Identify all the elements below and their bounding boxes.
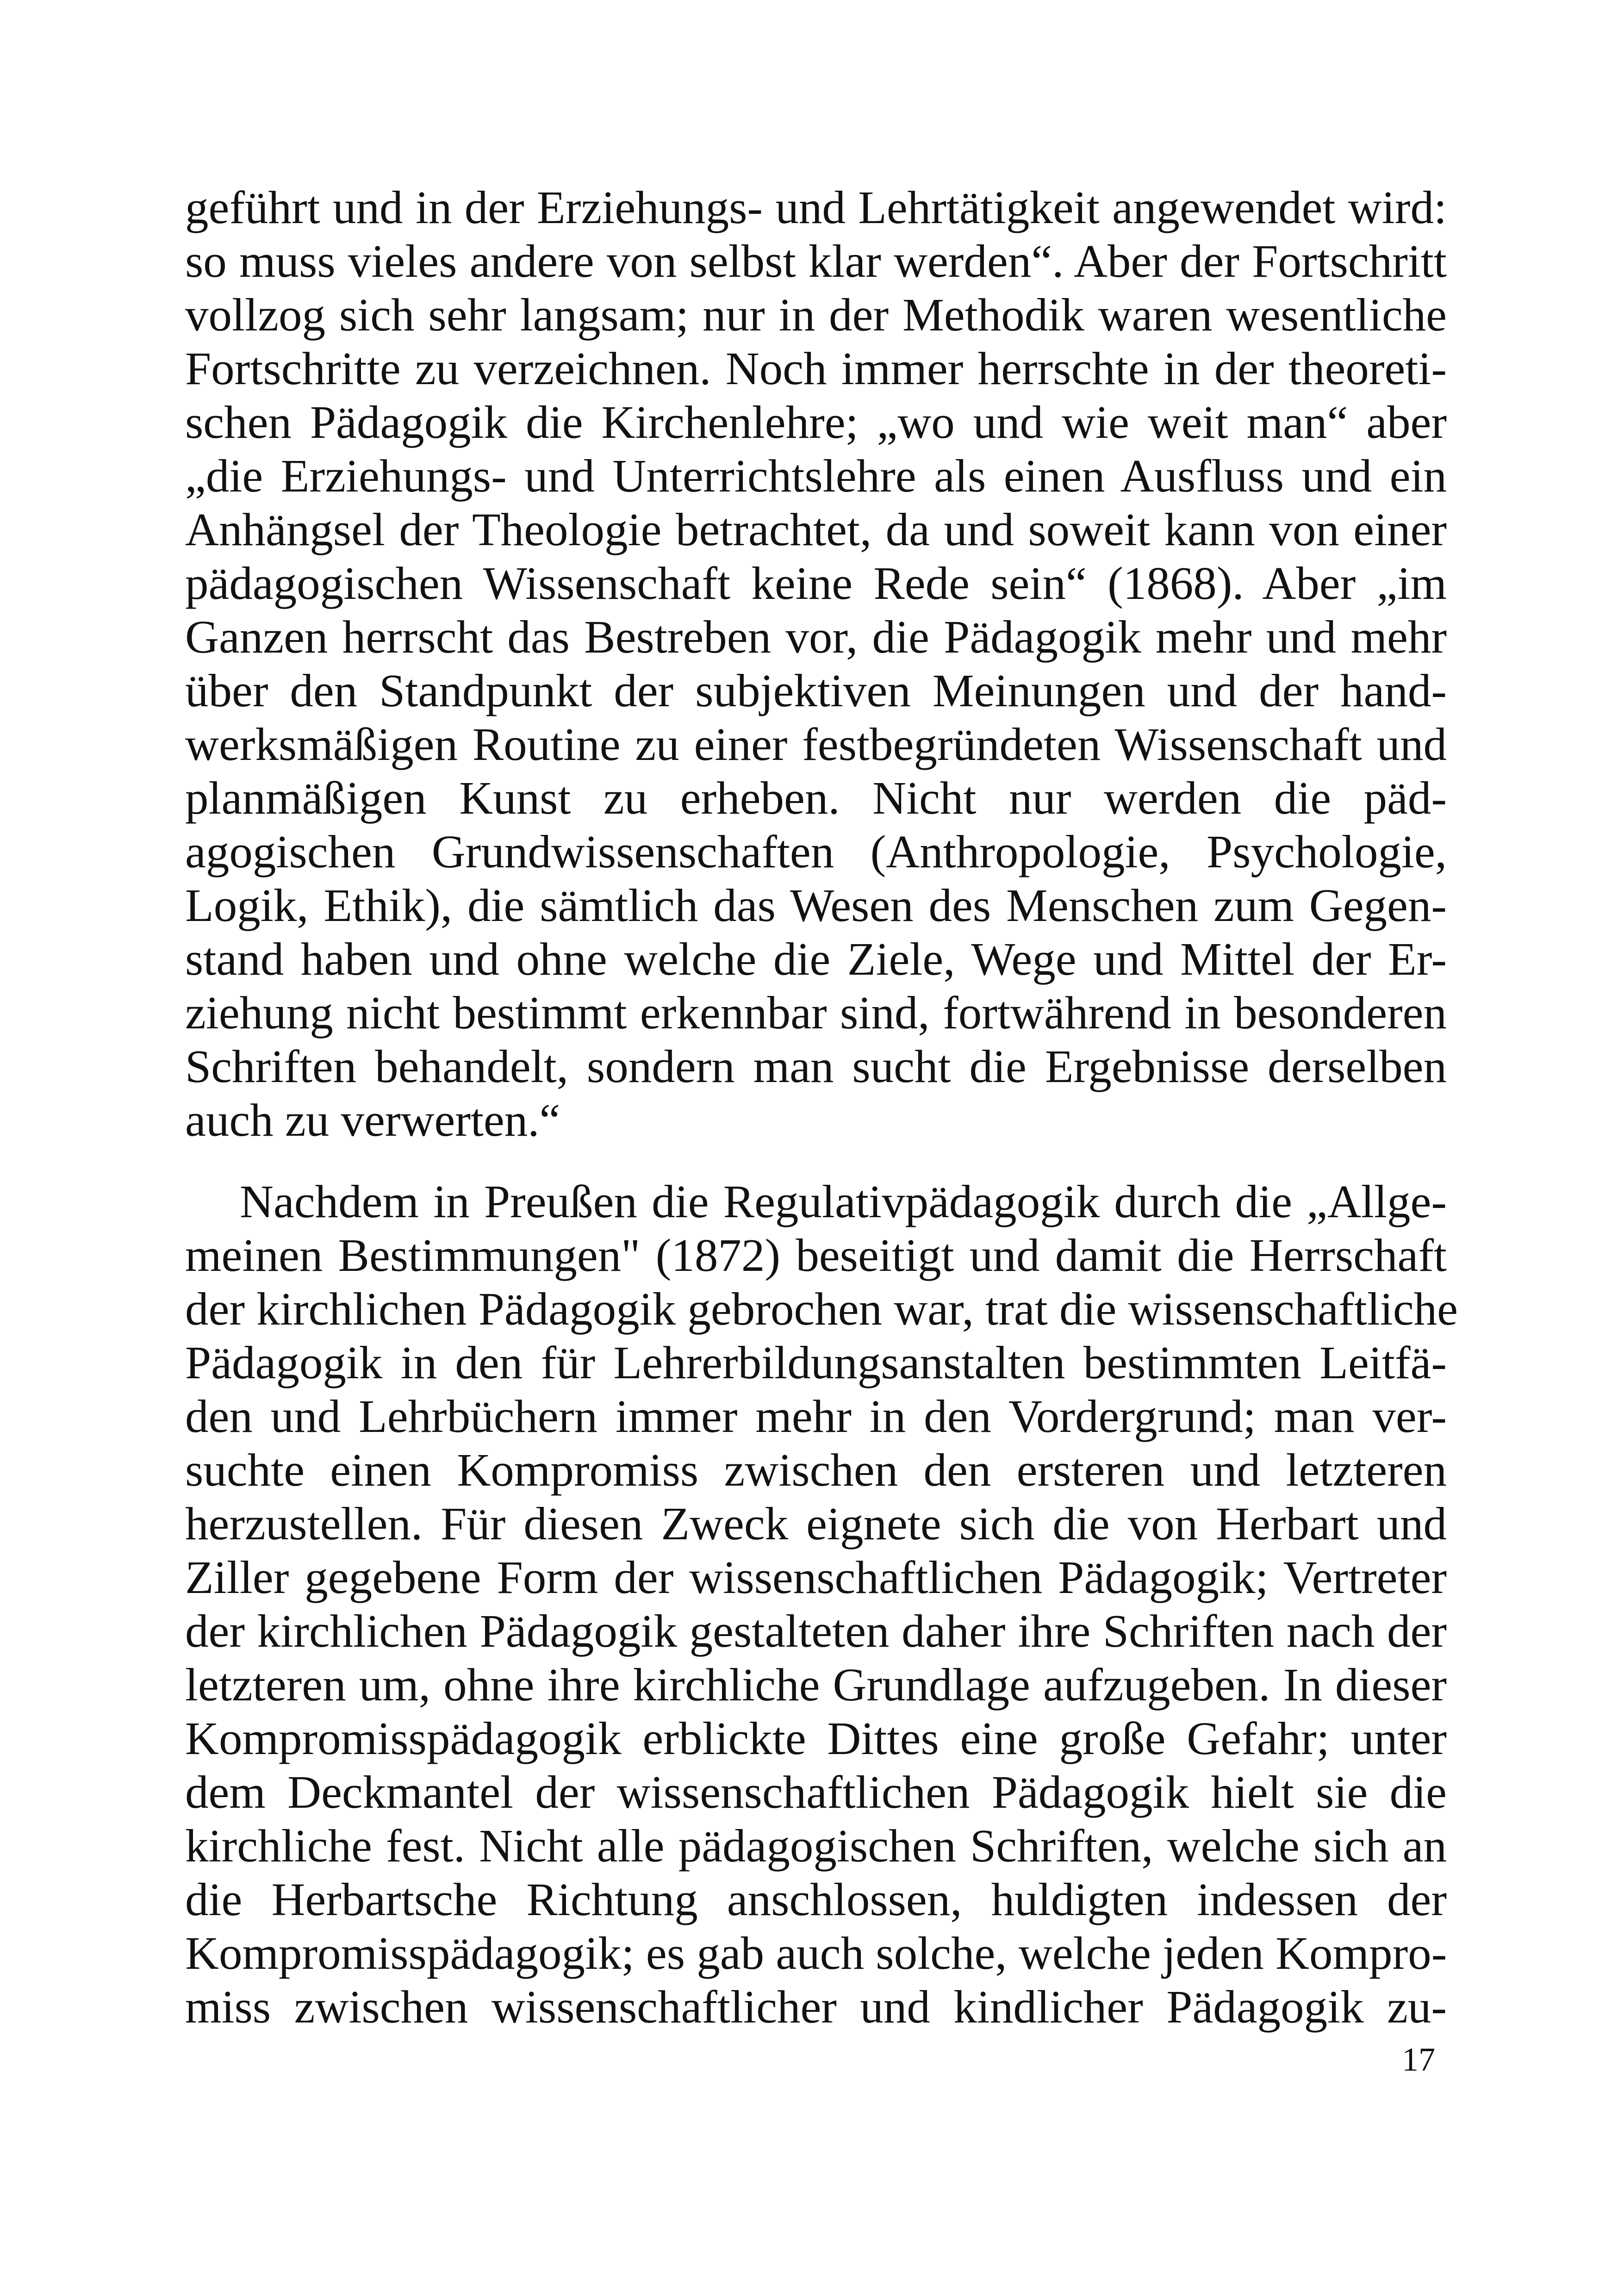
paragraph-1 bbox=[185, 180, 1447, 1147]
text-line: Fortschritte zu verzeichnen. Noch immer herrschte in der theoreti- bbox=[185, 342, 1447, 394]
text-line: auch zu verwerten.“ bbox=[185, 1094, 560, 1146]
text-line: geführt und in der Erziehungs- und Lehrtätigkeit angewendet wird: bbox=[185, 181, 1447, 233]
text-line: herzustellen. Für diesen Zweck eignete sich die von Herbart und bbox=[185, 1498, 1447, 1549]
text-line: den und Lehrbüchern immer mehr in den Vordergrund; man ver- bbox=[185, 1390, 1447, 1442]
text-line: Kompromisspädagogik erblickte Dittes eine große Gefahr; unter bbox=[185, 1712, 1447, 1764]
text-line: Pädagogik in den für Lehrerbildungsanstalten bestimmten Leitfä- bbox=[185, 1337, 1447, 1388]
text-line: Kompromisspädagogik; es gab auch solche, welche jeden Kompro- bbox=[185, 1927, 1447, 1979]
text-line: letzteren um, ohne ihre kirchliche Grundlage aufzugeben. In dieser bbox=[185, 1659, 1447, 1711]
text-line: pädagogischen Wissenschaft keine Rede sein“ (1868). Aber „im bbox=[185, 557, 1447, 609]
text-line: der kirchlichen Pädagogik gebrochen war, trat die wissenschaftliche bbox=[185, 1283, 1458, 1335]
text-line: werksmäßigen Routine zu einer festbegründeten Wissenschaft und bbox=[185, 718, 1447, 770]
text-line: planmäßigen Kunst zu erheben. Nicht nur werden die päd- bbox=[185, 772, 1447, 824]
text-line: die Herbartsche Richtung anschlossen, huldigten indessen der bbox=[185, 1873, 1447, 1925]
text-line: „die Erziehungs- und Unterrichtslehre als einen Ausfluss und ein bbox=[185, 450, 1447, 502]
text-line: Ziller gegebene Form der wissenschaftlichen Pädagogik; Vertreter bbox=[185, 1551, 1447, 1603]
text-line: Nachdem in Preußen die Regulativpädagogik durch die „Allge- bbox=[240, 1176, 1447, 1227]
text-line: ziehung nicht bestimmt erkennbar sind, fortwährend in besonderen bbox=[185, 987, 1447, 1039]
text-line: meinen Bestimmungen" (1872) beseitigt und damit die Herrschaft bbox=[185, 1229, 1447, 1281]
text-line: Schriften behandelt, sondern man sucht die Ergebnisse derselben bbox=[185, 1040, 1447, 1092]
text-line: miss zwischen wissenschaftlicher und kindlicher Pädagogik zu- bbox=[185, 1981, 1447, 2033]
paragraph-2 bbox=[185, 1175, 1458, 2034]
text-line: Logik, Ethik), die sämtlich das Wesen des Menschen zum Gegen- bbox=[185, 879, 1447, 931]
text-line: schen Pädagogik die Kirchenlehre; „wo und wie weit man“ aber bbox=[185, 396, 1447, 448]
page-number: 17 bbox=[1402, 2041, 1435, 2078]
text-line: stand haben und ohne welche die Ziele, Wege und Mittel der Er- bbox=[185, 933, 1447, 985]
paragraph-spacer bbox=[185, 1147, 1447, 1175]
text-line: Anhängsel der Theologie betrachtet, da und soweit kann von einer bbox=[185, 504, 1447, 555]
text-line: über den Standpunkt der subjektiven Meinungen und der hand- bbox=[185, 665, 1447, 716]
text-line: so muss vieles andere von selbst klar werden“. Aber der Fortschritt bbox=[185, 235, 1447, 287]
text-line: suchte einen Kompromiss zwischen den ersteren und letzteren bbox=[185, 1444, 1447, 1496]
text-line: der kirchlichen Pädagogik gestalteten daher ihre Schriften nach der bbox=[185, 1605, 1447, 1657]
page-body bbox=[185, 180, 1458, 2034]
text-line: Ganzen herrscht das Bestreben vor, die Pädagogik mehr und mehr bbox=[185, 611, 1447, 663]
text-line: dem Deckmantel der wissenschaftlichen Pädagogik hielt sie die bbox=[185, 1766, 1447, 1818]
text-line: kirchliche fest. Nicht alle pädagogischen Schriften, welche sich an bbox=[185, 1820, 1447, 1872]
text-line: vollzog sich sehr langsam; nur in der Methodik waren wesentliche bbox=[185, 289, 1447, 341]
text-line: agogischen Grundwissenschaften (Anthropologie, Psychologie, bbox=[185, 826, 1447, 877]
